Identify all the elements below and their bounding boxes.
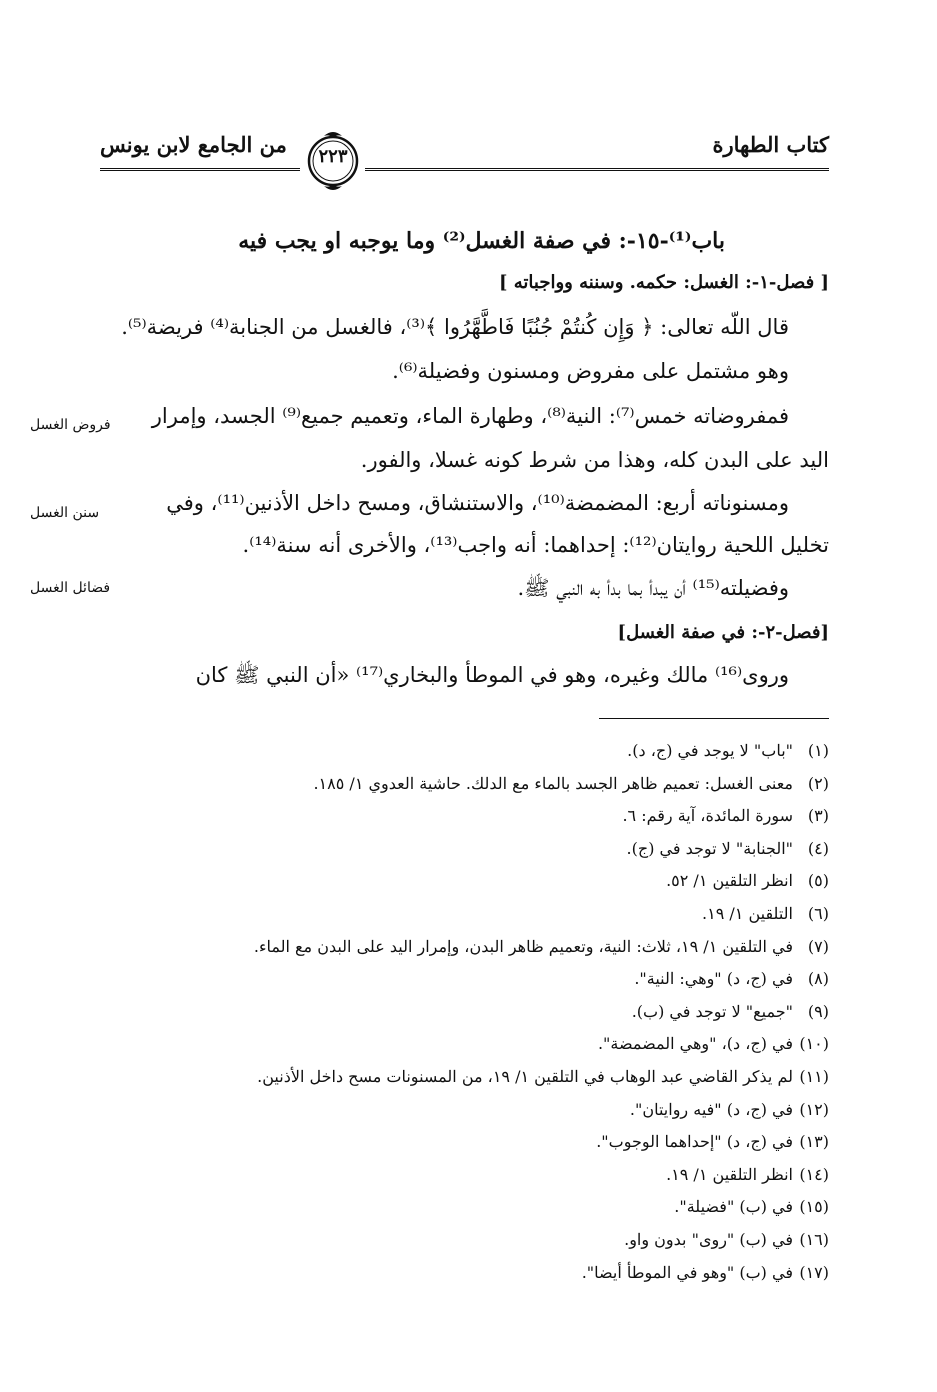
footnote-text: في (ج، د) "فيه روايتان". [629,1099,793,1119]
header-rule-right [365,168,829,171]
footnote-number: (٨) [807,969,829,989]
footnote [89,833,829,866]
paragraph-line-1: قال اللّه تعالى: ﴿ وَإِن كُنتُمْ جُنُبًا فَاطَّهَّرُوا ﴾⁽³⁾، فالغسل من الجنابة⁽⁴⁾ فريضة⁽⁵⁾. [121,315,789,339]
footnote-text: التلقين ١/ ١٩. [702,903,793,923]
footnote-text: في التلقين ١/ ١٩، ثلاث: النية، وتعميم ظاهر البدن، وإمرار اليد على البدن مع الماء. [253,936,793,956]
footnote [89,1159,829,1192]
footnote-text: في (ب) "وهو في الموطأ أيضا". [581,1262,793,1282]
footnote [89,898,829,931]
footnote-number: (١٧) [799,1262,829,1282]
footnote [89,768,829,801]
footnote [89,1061,829,1094]
paragraph-line-6: تخليل اللحية روايتان⁽¹²⁾: إحداهما: أنه واجب⁽¹³⁾، والأخرى أنه سنة⁽¹⁴⁾. [242,533,829,557]
footnote-number: (١٠) [799,1034,829,1054]
footnote-text: لم يذكر القاضي عبد الوهاب في التلقين ١/ ١٩، من المسنونات مسح داخل الأذنين. [257,1066,793,1086]
footnote-number: (١٢) [799,1099,829,1119]
footnote-text: "باب" لا يوجد في (ج، د). [627,741,793,760]
footnote-text: "جميع" لا توجد في (ب). [631,1001,793,1021]
footnote-text: انظر التلقين ١/ ٥٢. [666,871,793,891]
header-rule-left [100,168,300,171]
footnote-number: (١١) [799,1066,829,1086]
footnote [89,996,829,1029]
paragraph-line-8: وروى⁽¹⁶⁾ مالك وغيره، وهو في الموطأ والبخاري⁽¹⁷⁾ «أن النبي ﷺ كان [195,663,789,687]
footnote-text: "الجنابة" لا توجد في (ج). [626,838,793,858]
running-header-work-title: من الجامع لابن يونس [100,132,287,157]
footnote [89,1126,829,1159]
footnote-number: (٧) [807,936,829,956]
footnote [89,865,829,898]
footnote-text: في (ج، د) "وهي: النية". [634,969,793,989]
paragraph-line-5: ومسنوناته أربع: المضمضة⁽¹⁰⁾، والاستنشاق، ومسح داخل الأذنين⁽¹¹⁾، وفي [166,491,789,515]
footnote-separator [599,718,829,719]
page-number: ٢٢٣ [318,146,348,167]
footnote [89,1257,829,1290]
chapter-title: باب⁽¹⁾-١٥-: في صفة الغسل⁽²⁾ وما يوجبه او يجب فيه [238,228,725,254]
footnote [89,1191,829,1224]
footnote-number: (١٤) [799,1164,829,1184]
paragraph-line-7: وفضيلته⁽¹⁵⁾ أن يبدأ بما بدأ به النبي ﷺ. [517,576,789,600]
section-heading-2: [فصل-٢-: في صفة الغسل] [617,622,829,643]
footnote [89,963,829,996]
section-heading-1: [ فصل-١-: الغسل: حكمه. وسننه وواجباته ] [498,272,829,293]
footnote [89,1028,829,1061]
footnote [89,1224,829,1257]
footnote-number: (١٦) [799,1229,829,1249]
footnote-number: (٦) [807,903,829,923]
footnote [89,800,829,833]
running-header-book-title: كتاب الطهارة [712,132,829,157]
footnote-text: في (ج، د)، "وهي المضمضة". [597,1034,793,1054]
margin-note-virtues: فضائل الغسل [30,580,111,596]
footnote-number: (٤) [807,838,829,858]
footnote-number: (١٣) [799,1132,829,1152]
footnote-text: معنى الغسل: تعميم ظاهر الجسد بالماء مع الدلك. حاشية العدوي ١/ ١٨٥. [313,773,793,793]
footnote [89,1094,829,1127]
paragraph-line-3: فمفروضاته خمس⁽⁷⁾: النية⁽⁸⁾، وطهارة الماء، وتعميم جميع⁽⁹⁾ الجسد، وإمرار [151,404,789,428]
paragraph-line-4: اليد على البدن كله، وهذا من شرط كونه غسلا، والفور. [360,448,829,472]
footnote-text: في (ب) "فضيلة". [674,1197,793,1217]
margin-note-sunnahs: سنن الغسل [30,505,100,521]
paragraph-line-2: وهو مشتمل على مفروض ومسنون وفضيلة⁽⁶⁾. [392,359,789,383]
footnote-text: سورة المائدة، آية رقم: ٦. [622,806,793,826]
footnote-number: (٥) [807,871,829,891]
footnote-text: في (ب) "روى" بدون واو. [624,1229,793,1249]
footnote-number: (١) [807,741,829,760]
margin-note-obligations: فروض الغسل [30,417,111,433]
footnote [89,931,829,964]
footnote-number: (٣) [807,806,829,826]
footnote-number: (١٥) [799,1197,829,1217]
page-number-ornament [300,126,366,192]
footnote-text: انظر التلقين ١/ ١٩. [666,1164,793,1184]
footnotes [89,735,829,1289]
footnote-number: (٩) [807,1001,829,1021]
footnote-number: (٢) [807,773,829,793]
footnote [89,735,829,768]
footnote-text: في (ج، د) "إحداهما الوجوب". [596,1132,793,1152]
